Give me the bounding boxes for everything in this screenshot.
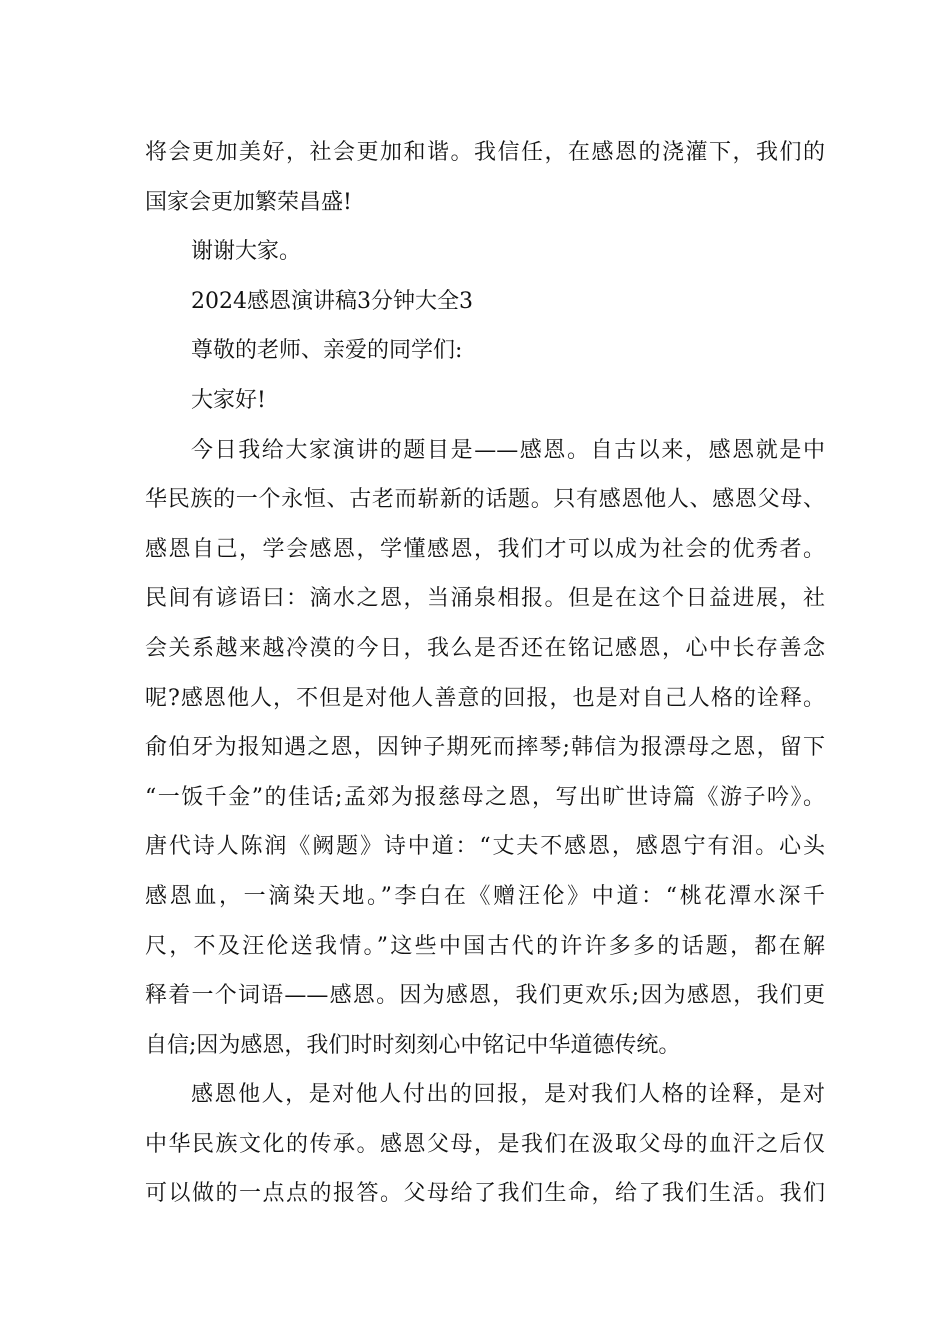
text-line: 自信;因为感恩，我们时时刻刻心中铭记中华道德传统。 [145,1032,681,1058]
text-line: 可以做的一点点的报答。父母给了我们生命，给了我们生活。我们 [145,1181,825,1207]
text-line: 尺，不及汪伦送我情。”这些中国古代的许许多多的话题，都在解 [145,933,825,959]
section-heading: 2024感恩演讲稿3分钟大全3 [191,288,473,314]
salutation: 尊敬的老师、亲爱的同学们: [191,338,463,364]
text-line: 呢?感恩他人，不但是对他人善意的回报，也是对自己人格的诠释。 [145,685,825,711]
body-text [145,128,825,1219]
text-line: 谢谢大家。 [191,239,302,265]
greeting: 大家好! [191,387,266,413]
text-line: 唐代诗人陈润《阙题》诗中道：“丈夫不感恩，感恩宁有泪。心头 [145,834,825,860]
text-line: 华民族的一个永恒、古老而崭新的话题。只有感恩他人、感恩父母、 [145,487,825,513]
text-line: 感恩血，一滴染天地。”李白在《赠汪伦》中道：“桃花潭水深千 [145,883,825,909]
text-line: “一饭千金”的佳话;孟郊为报慈母之恩，写出旷世诗篇《游子吟》。 [145,784,825,810]
text-line: 感恩自己，学会感恩，学懂感恩，我们才可以成为社会的优秀者。 [145,536,825,562]
text-line: 会关系越来越冷漠的今日，我么是否还在铭记感恩，心中长存善念 [145,635,825,661]
text-line: 国家会更加繁荣昌盛! [145,189,352,215]
text-line: 释着一个词语——感恩。因为感恩，我们更欢乐;因为感恩，我们更 [145,983,825,1009]
text-line: 将会更加美好，社会更加和谐。我信任，在感恩的浇灌下，我们的 [145,140,825,165]
text-line: 今日我给大家演讲的题目是——感恩。自古以来，感恩就是中 [191,437,825,463]
text-line: 感恩他人，是对他人付出的回报，是对我们人格的诠释，是对 [191,1082,825,1108]
text-line: 民间有谚语曰：滴水之恩，当涌泉相报。但是在这个日益进展，社 [145,586,825,612]
text-line: 中华民族文化的传承。感恩父母，是我们在汲取父母的血汗之后仅 [145,1131,825,1157]
text-line: 俞伯牙为报知遇之恩，因钟子期死而摔琴;韩信为报漂母之恩，留下 [145,735,825,761]
